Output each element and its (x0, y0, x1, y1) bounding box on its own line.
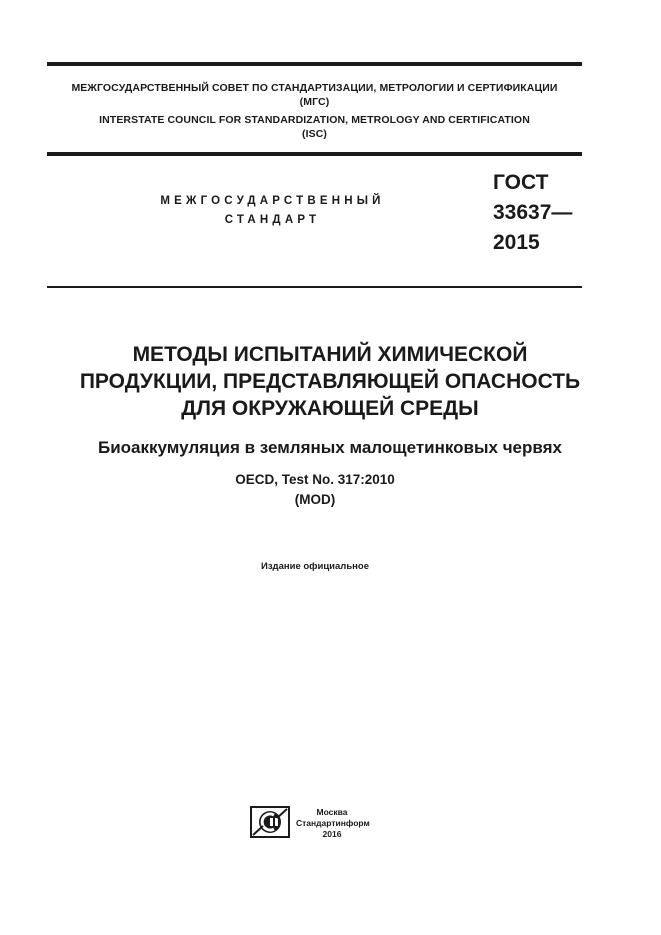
title-line3: ДЛЯ ОКРУЖАЮЩЕЙ СРЕДЫ (181, 397, 479, 420)
council-name-ru: МЕЖГОСУДАРСТВЕННЫЙ СОВЕТ ПО СТАНДАРТИЗАЦИИ, МЕТРОЛОГИИ И СЕРТИФИКАЦИИ (71, 82, 558, 94)
top-rule (47, 62, 582, 66)
oecd-reference: OECD, Test No. 317:2010 (235, 472, 395, 487)
publisher-name: Стандартинформ (296, 818, 370, 828)
subtitle: Биоаккумуляция в земляных малощетинковых червях (98, 438, 562, 457)
council-abbr-en: (ISC) (302, 128, 327, 140)
edition-note: Издание официальное (261, 561, 369, 572)
gost-number: 33637— (493, 201, 573, 224)
gost-designation (493, 168, 572, 258)
publisher-year: 2016 (322, 829, 342, 839)
title-line2: ПРОДУКЦИИ, ПРЕДСТАВЛЯЮЩЕЙ ОПАСНОСТЬ (79, 370, 581, 393)
council-rule (47, 152, 582, 156)
modification-note: (MOD) (294, 492, 336, 507)
gost-year: 2015 (493, 231, 540, 254)
council-name-en: INTERSTATE COUNCIL FOR STANDARDIZATION, METROLOGY AND CERTIFICATION (99, 114, 530, 126)
header-rule (47, 286, 582, 288)
title-line1: МЕТОДЫ ИСПЫТАНИЙ ХИМИЧЕСКОЙ (132, 343, 528, 366)
gost-prefix: ГОСТ (493, 171, 549, 194)
standard-label-line1: МЕЖГОСУДАРСТВЕННЫЙ (160, 195, 385, 207)
publisher-city: Москва (316, 807, 348, 817)
council-abbr-ru: (МГС) (299, 96, 330, 108)
standartinform-logo-icon (250, 806, 290, 838)
standard-label-line2: СТАНДАРТ (224, 214, 321, 226)
